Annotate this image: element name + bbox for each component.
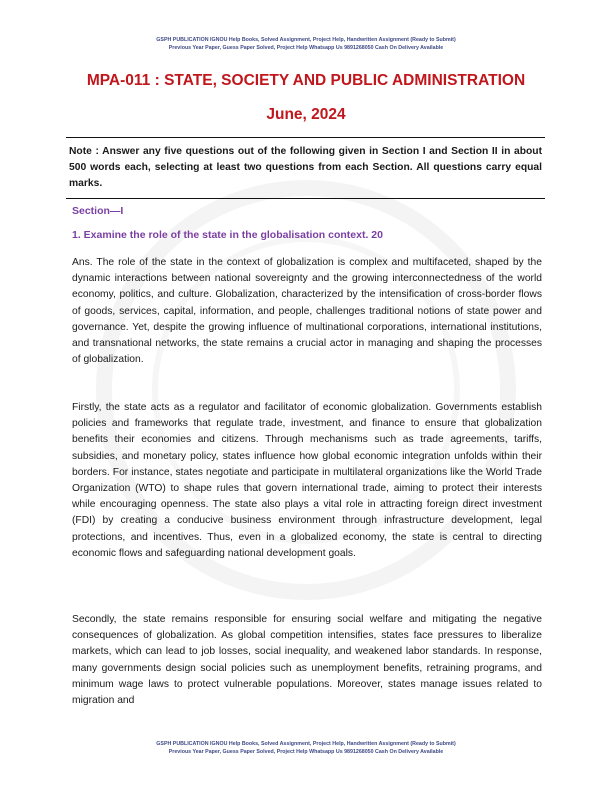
header-line-1: GSPH PUBLICATION IGNOU Help Books, Solved Assignment, Project Help, Handwritten Assignment (Ready to Submit) [156, 37, 456, 43]
answer-paragraph: Ans. The role of the state in the context of globalization is complex and multifaceted, shaped by the dynamic interactions between national sovereignty and the growing interconnectedness of the world economy, politics, and culture. Globalization, characterized by the intensification of cross-border flows of goods, services, capital, information, and people, challenges traditional notions of state power and governance. Yet, despite the growing influence of multinational corporations, international institutions, and transnational networks, the state remains a crucial actor in managing and shaping the processes of globalization. [72, 257, 542, 366]
footer-line-2: Previous Year Paper, Guess Paper Solved, Project Help Whatsapp Us 9891268050 Cash On Delivery Available [168, 749, 444, 755]
document-title: MPA-011 : STATE, SOCIETY AND PUBLIC ADMINISTRATION [86, 72, 526, 89]
footer-line-1: GSPH PUBLICATION IGNOU Help Books, Solved Assignment, Project Help, Handwritten Assignment (Ready to Submit) [156, 741, 456, 747]
instructions-note: Note : Answer any five questions out of the following given in Section I and Section II in about 500 words each, selecting at least two questions from each Section. All questions carry equal marks. [66, 137, 545, 199]
page-header [0, 36, 612, 52]
answer-paragraph: Secondly, the state remains responsible for ensuring social welfare and mitigating the negative consequences of globalization. As global competition intensifies, states face pressures to liberalize markets, which can lead to job losses, social inequality, and weakened labor standards. In response, many governments design social policies such as unemployment benefits, retraining programs, and minimum wage laws to protect vulnerable populations. Moreover, states manage issues related to migration and [72, 614, 542, 707]
page-footer [0, 740, 612, 756]
question-heading: 1. Examine the role of the state in the globalisation context. 20 [72, 229, 383, 241]
answer-paragraph: Firstly, the state acts as a regulator and facilitator of economic globalization. Governments establish policies and frameworks that regulate trade, investment, and finance to ensure that globalization benefits their economies and citizens. Through mechanisms such as trade agreements, tariffs, subsidies, and monetary policy, states influence how global economic integration unfolds within their borders. For instance, states negotiate and participate in multilateral organizations like the World Trade Organization (WTO) to shape rules that govern international trade, aiming to protect their interests while encouraging openness. The state also plays a vital role in attracting foreign direct investment (FDI) by creating a conducive business environment through infrastructure development, legal protections, and incentives. Thus, even in a globalized economy, the state is central to directing economic flows and safeguarding national development goals. [72, 402, 542, 559]
exam-date: June, 2024 [266, 106, 346, 123]
header-line-2: Previous Year Paper, Guess Paper Solved, Project Help Whatsapp Us 9891268050 Cash On Delivery Available [168, 45, 444, 51]
section-heading: Section—I [72, 205, 124, 217]
